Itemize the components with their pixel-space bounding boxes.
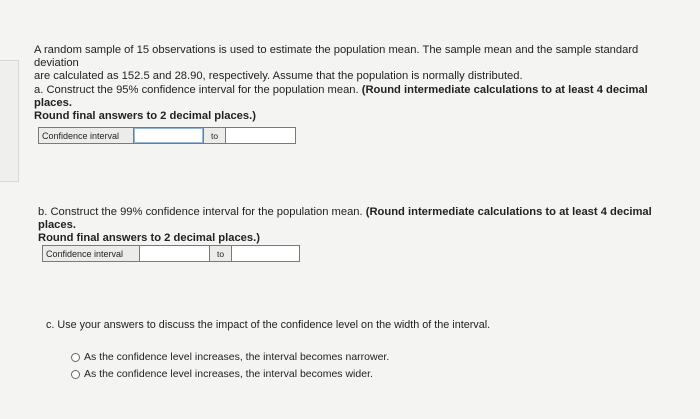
part-b-lower-input[interactable] bbox=[139, 245, 210, 262]
problem-statement bbox=[34, 44, 674, 83]
radio-wider[interactable] bbox=[71, 370, 80, 379]
intro-line-2: are calculated as 152.5 and 28.90, respectively. Assume that the population is normally distributed. bbox=[34, 70, 523, 82]
page-edge bbox=[0, 60, 19, 182]
part-a-upper-input[interactable] bbox=[225, 127, 296, 144]
intro-line-1: A random sample of 15 observations is used to estimate the population mean. The sample mean and the sample standard deviation bbox=[34, 44, 639, 69]
part-b-upper-input[interactable] bbox=[231, 245, 300, 262]
part-b-ci-row bbox=[42, 245, 300, 262]
part-b-rounding-note: (Round intermediate calculations to at least 4 decimal places. bbox=[38, 206, 652, 231]
part-b-question bbox=[38, 206, 678, 245]
part-a-rounding-note: (Round intermediate calculations to at least 4 decimal places. bbox=[34, 84, 648, 109]
radio-narrower[interactable] bbox=[71, 353, 80, 362]
part-c-question: c. Use your answers to discuss the impact of the confidence level on the width of the interval. bbox=[46, 319, 491, 331]
option-wider-label: As the confidence level increases, the interval becomes wider. bbox=[84, 368, 373, 380]
part-a-ci-row bbox=[38, 127, 296, 144]
part-a-question bbox=[34, 84, 674, 123]
option-wider[interactable] bbox=[71, 368, 373, 380]
part-b-rounding-note-2: Round final answers to 2 decimal places.) bbox=[38, 232, 260, 244]
part-b-question-text: b. Construct the 99% confidence interval for the population mean. bbox=[38, 206, 366, 218]
part-a-ci-label: Confidence interval bbox=[38, 127, 134, 144]
part-a-question-text: a. Construct the 95% confidence interval for the population mean. bbox=[34, 84, 362, 96]
option-narrower-label: As the confidence level increases, the interval becomes narrower. bbox=[84, 351, 390, 363]
part-b-ci-label: Confidence interval bbox=[42, 245, 140, 262]
option-narrower[interactable] bbox=[71, 351, 389, 363]
part-a-lower-input[interactable] bbox=[133, 127, 204, 144]
part-a-rounding-note-2: Round final answers to 2 decimal places.) bbox=[34, 110, 256, 122]
part-a-to-label: to bbox=[203, 127, 226, 144]
part-b-to-label: to bbox=[209, 245, 232, 262]
